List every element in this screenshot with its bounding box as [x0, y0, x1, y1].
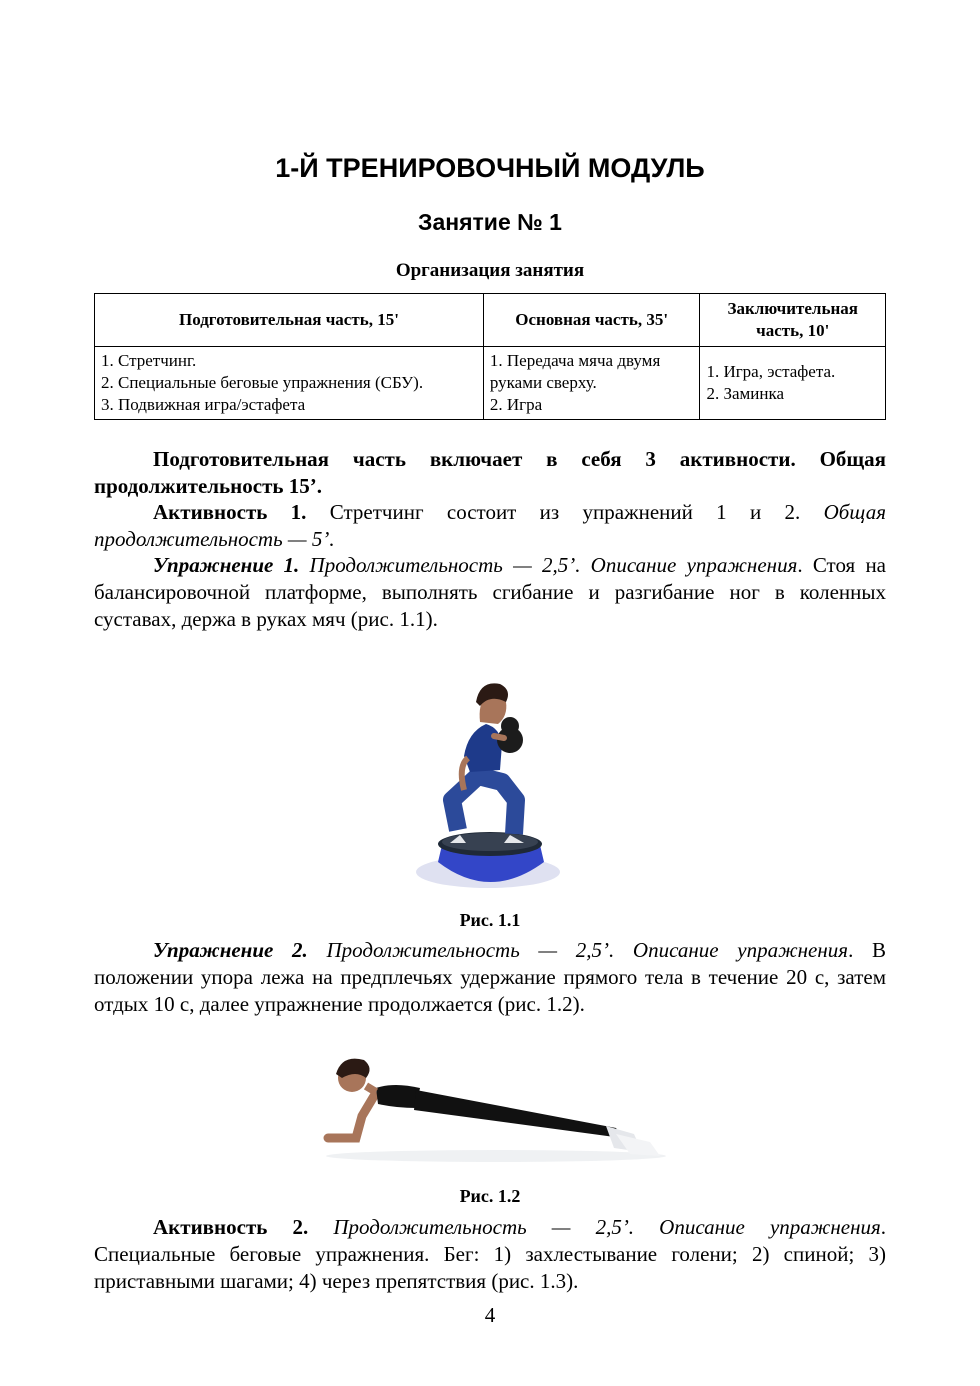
table-row	[95, 347, 886, 420]
list-item: 2. Игра	[489, 395, 543, 414]
activity-2-duration: Продолжительность — 2,5’. Описание упражнения	[308, 1215, 881, 1239]
list-item: 2. Заминка	[706, 384, 784, 403]
figure-2-caption: Рис. 1.2	[459, 1186, 521, 1206]
table-header-final: Заключительная часть, 10'	[700, 294, 886, 347]
exercise-1-text: . Стоя на балансировочной платформе, выполнять сгибание и разгибание ног в коленных суставах, держа в руках мяч (рис. 1.1).	[94, 553, 886, 631]
exercise-2-duration: Продолжительность — 2,5’. Описание упражнения	[307, 938, 849, 962]
list-item: 1. Передача мяча двумя руками сверху.	[489, 351, 661, 392]
paragraph-preparatory-summary: Подготовительная часть включает в себя 3 активности. Общая продолжительность 15’.	[94, 447, 886, 498]
module-title: 1-Й ТРЕНИРОВОЧНЫЙ МОДУЛЬ	[275, 153, 705, 183]
figure-1-caption: Рис. 1.1	[459, 910, 521, 930]
paragraph-exercise-1	[94, 552, 886, 633]
table-cell-preparatory	[95, 347, 484, 420]
activity-2-text: . Специальные беговые упражнения. Бег: 1) захлестывание голени; 2) спиной; 3) приставными шагами; 4) через препятствия (рис. 1.3).	[94, 1215, 886, 1293]
squat-on-balance-platform-illustration	[340, 640, 640, 902]
paragraph-activity-2	[94, 1214, 886, 1295]
exercise-1-label: Упражнение 1.	[153, 553, 300, 577]
organization-title: Организация занятия	[395, 260, 585, 281]
paragraph-exercise-2	[94, 937, 886, 1018]
list-item: 1. Стретчинг.	[101, 351, 197, 370]
forearm-plank-illustration	[316, 1038, 670, 1168]
activity-1-duration: Общая продолжительность — 5’.	[94, 500, 886, 551]
table-cell-main	[483, 347, 700, 420]
exercise-2-text: . В положении упора лежа на предплечьях удержание прямого тела в течение 20 с, затем отдых 10 с, далее упражнение продолжается (рис. 1.2).	[94, 938, 886, 1016]
exercise-1-duration: Продолжительность — 2,5’. Описание упражнения	[299, 553, 798, 577]
activity-1-text: Стретчинг состоит из упражнений 1 и 2.	[306, 500, 824, 524]
activity-1-label: Активность 1.	[153, 500, 307, 524]
list-item: 2. Специальные беговые упражнения (СБУ).	[101, 373, 424, 392]
table-cell-final	[700, 347, 886, 420]
list-item: 1. Игра, эстафета.	[706, 362, 836, 381]
table-header-main: Основная часть, 35'	[483, 294, 700, 347]
table-header-row	[95, 294, 886, 347]
table-header-preparatory: Подготовительная часть, 15'	[95, 294, 484, 347]
list-item: 3. Подвижная игра/эстафета	[101, 395, 306, 414]
lesson-title: Занятие № 1	[418, 209, 562, 235]
activity-2-label: Активность 2.	[153, 1215, 309, 1239]
lesson-plan-table	[94, 293, 886, 420]
page-number: 4	[484, 1303, 496, 1327]
exercise-2-label: Упражнение 2.	[153, 938, 308, 962]
paragraph-activity-1	[94, 499, 886, 553]
